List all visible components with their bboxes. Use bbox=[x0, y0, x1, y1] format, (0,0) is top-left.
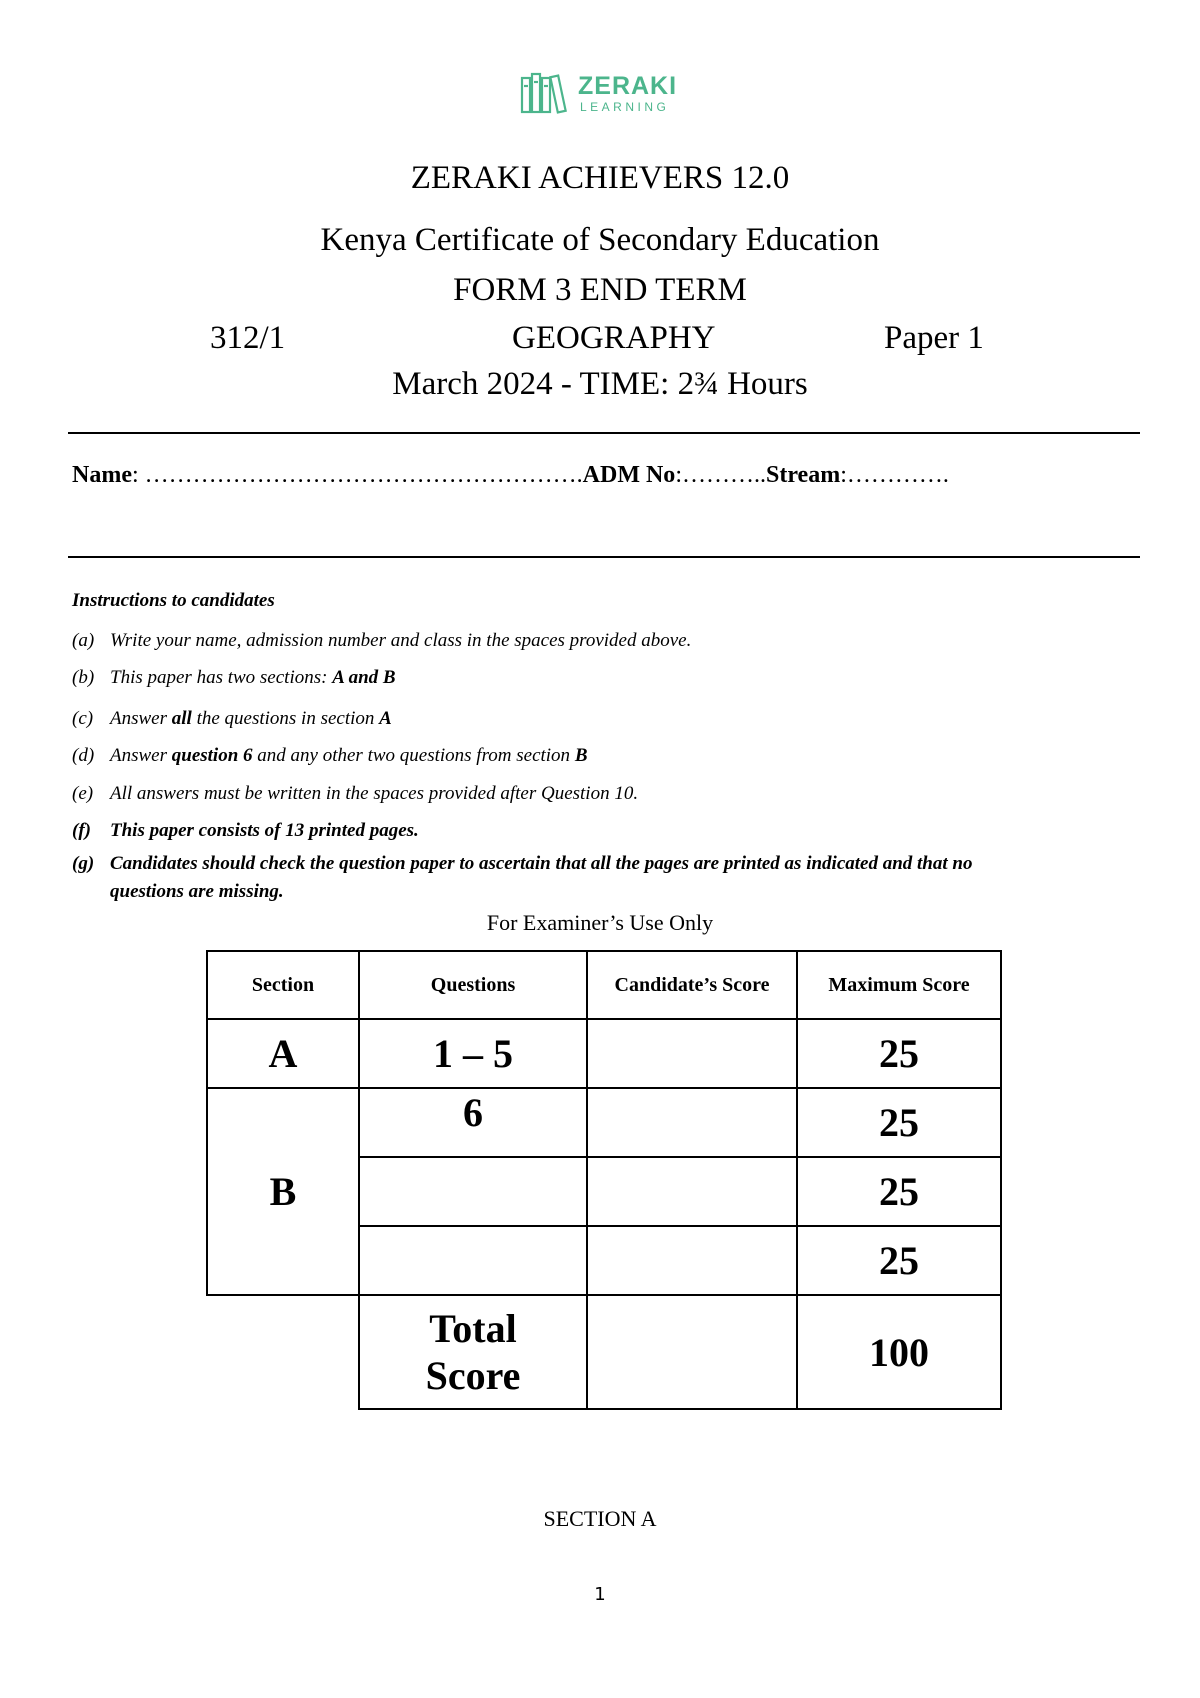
instruction-label: (b) bbox=[72, 667, 95, 688]
subject-name: GEOGRAPHY bbox=[512, 320, 716, 356]
max-score-cell: 25 bbox=[797, 1019, 1001, 1088]
instruction-text: This paper consists of 13 printed pages. bbox=[110, 820, 419, 841]
score-table bbox=[206, 950, 1002, 1410]
instruction-text: All answers must be written in the spaces provided after Question 10. bbox=[110, 783, 639, 804]
instruction-label: (f) bbox=[72, 820, 91, 841]
instruction-emphasis: all bbox=[171, 708, 192, 729]
exam-date-time: March 2024 - TIME: 2¾ Hours bbox=[392, 366, 808, 402]
instruction-text: This paper has two sections: bbox=[110, 667, 333, 688]
candidate-score-cell[interactable] bbox=[587, 1019, 797, 1088]
instruction-text: Answer bbox=[110, 708, 172, 729]
divider-bottom bbox=[68, 556, 1140, 558]
exam-subtitle: Kenya Certificate of Secondary Education bbox=[320, 222, 880, 258]
header-candidate-score: Candidate’s Score bbox=[587, 951, 797, 1019]
books-icon bbox=[520, 70, 572, 114]
section-heading: SECTION A bbox=[543, 1506, 657, 1531]
exam-title: ZERAKI ACHIEVERS 12.0 bbox=[410, 160, 790, 196]
paper-code: 312/1 bbox=[210, 320, 286, 356]
header-section: Section bbox=[207, 951, 359, 1019]
instruction-emphasis: A bbox=[379, 708, 392, 729]
instruction-text: the questions in section bbox=[191, 708, 380, 729]
candidate-score-cell[interactable] bbox=[587, 1088, 797, 1157]
table-row bbox=[207, 1019, 1001, 1088]
total-candidate-score-cell[interactable] bbox=[587, 1295, 797, 1409]
logo-tagline: LEARNING bbox=[580, 100, 670, 114]
instruction-text: Write your name, admission number and class in the spaces provided above. bbox=[110, 630, 692, 651]
header-maximum-score: Maximum Score bbox=[797, 951, 1001, 1019]
total-max-score-cell: 100 bbox=[797, 1295, 1001, 1409]
max-score-cell: 25 bbox=[797, 1157, 1001, 1226]
instruction-emphasis: question 6 bbox=[171, 745, 253, 766]
instruction-item bbox=[72, 820, 1142, 842]
instruction-label: (d) bbox=[72, 745, 95, 766]
max-score-cell: 25 bbox=[797, 1226, 1001, 1295]
page-number: 1 bbox=[594, 1584, 606, 1605]
max-score-cell: 25 bbox=[797, 1088, 1001, 1157]
empty-cell bbox=[207, 1295, 359, 1409]
examiner-caption: For Examiner’s Use Only bbox=[486, 910, 714, 935]
instruction-emphasis: A and B bbox=[332, 667, 396, 688]
instruction-label: (a) bbox=[72, 630, 95, 651]
instruction-label: (e) bbox=[72, 783, 94, 804]
instruction-item bbox=[72, 850, 1142, 906]
table-header-row bbox=[207, 951, 1001, 1019]
instruction-emphasis: B bbox=[574, 745, 588, 766]
stream-label: Stream bbox=[765, 462, 841, 488]
zeraki-logo bbox=[520, 70, 700, 118]
divider-top bbox=[68, 432, 1140, 434]
instruction-item bbox=[72, 783, 1142, 805]
name-label: Name bbox=[72, 462, 132, 488]
paper-number: Paper 1 bbox=[884, 320, 984, 356]
instruction-item bbox=[72, 667, 1142, 689]
exam-form: FORM 3 END TERM bbox=[453, 272, 747, 308]
questions-cell[interactable] bbox=[359, 1226, 587, 1295]
header-questions: Questions bbox=[359, 951, 587, 1019]
instruction-label: (c) bbox=[72, 708, 94, 729]
instruction-item bbox=[72, 630, 1142, 652]
instruction-text: Candidates should check the question paper to ascertain that all the pages are printed as indicated and that no bbox=[110, 853, 973, 874]
candidate-score-cell[interactable] bbox=[587, 1157, 797, 1226]
instruction-text-continued: questions are missing. bbox=[110, 881, 284, 902]
questions-cell[interactable] bbox=[359, 1157, 587, 1226]
total-label-line1: Total bbox=[429, 1306, 517, 1351]
instruction-label: (g) bbox=[72, 853, 95, 874]
instruction-text: Answer bbox=[110, 745, 172, 766]
instructions-heading: Instructions to candidates bbox=[72, 590, 275, 611]
total-row bbox=[207, 1295, 1001, 1409]
total-label bbox=[359, 1295, 587, 1409]
logo-wordmark: ZERAKI bbox=[578, 72, 678, 100]
table-row bbox=[207, 1088, 1001, 1157]
candidate-score-cell[interactable] bbox=[587, 1226, 797, 1295]
instruction-text: and any other two questions from section bbox=[252, 745, 575, 766]
questions-cell: 1 – 5 bbox=[359, 1019, 587, 1088]
candidate-details bbox=[72, 462, 949, 489]
section-cell-b: B bbox=[207, 1088, 359, 1295]
adm-field[interactable]: :……….. bbox=[675, 462, 766, 488]
total-label-line2: Score bbox=[425, 1353, 521, 1398]
section-cell: A bbox=[207, 1019, 359, 1088]
stream-field[interactable]: :…………. bbox=[840, 462, 949, 488]
questions-cell: 6 bbox=[359, 1088, 587, 1157]
name-field[interactable]: : ………………………………………………. bbox=[131, 462, 583, 488]
instruction-item bbox=[72, 745, 1142, 767]
adm-label: ADM No bbox=[582, 462, 676, 488]
instruction-item bbox=[72, 708, 1142, 730]
